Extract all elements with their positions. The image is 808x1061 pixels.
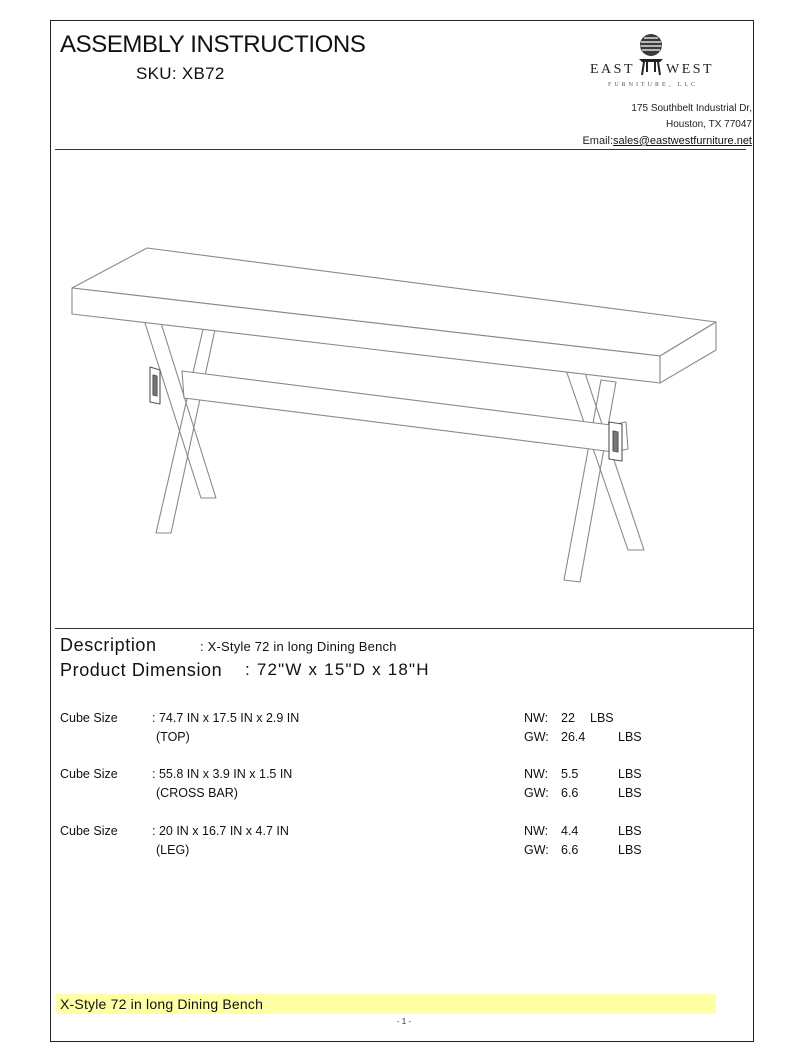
gw-unit: LBS xyxy=(618,843,642,857)
gw-value: 6.6 xyxy=(561,786,579,800)
header-divider xyxy=(55,149,746,150)
dimension-row xyxy=(60,660,430,681)
sku-label: SKU: XB72 xyxy=(136,64,225,83)
nw-label: NW: xyxy=(524,711,549,725)
logo-east-text: EAST xyxy=(590,62,635,77)
company-address xyxy=(582,101,752,150)
cross-bar xyxy=(182,371,614,452)
nw-label: NW: xyxy=(524,824,549,838)
gw-value: 6.6 xyxy=(561,843,579,857)
address-line-1: 175 Southbelt Industrial Dr, xyxy=(631,103,752,114)
gw-unit: LBS xyxy=(618,730,642,744)
nw-unit: LBS xyxy=(618,767,642,781)
gw-label: GW: xyxy=(524,786,549,800)
gw-value: 26.4 xyxy=(561,730,586,744)
nw-label: NW: xyxy=(524,767,549,781)
cube-part: (CROSS BAR) xyxy=(156,786,238,800)
right-leg-front xyxy=(564,380,616,582)
cube-label: Cube Size xyxy=(60,711,118,725)
right-leg-back xyxy=(566,370,644,550)
section-divider xyxy=(55,628,753,629)
description-value: : X-Style 72 in long Dining Bench xyxy=(200,639,397,654)
cube-label: Cube Size xyxy=(60,767,118,781)
globe-table-icon xyxy=(638,32,664,76)
description-label: Description xyxy=(60,635,157,655)
cube-dims: : 20 IN x 16.7 IN x 4.7 IN xyxy=(152,824,289,838)
cube-part: (LEG) xyxy=(156,843,190,857)
description-row xyxy=(60,635,397,656)
page-title: ASSEMBLY INSTRUCTIONS xyxy=(60,31,366,58)
left-leg-back xyxy=(144,320,216,498)
cube-dims: : 55.8 IN x 3.9 IN x 1.5 IN xyxy=(152,767,293,781)
logo-subtitle: FURNITURE, LLC xyxy=(608,82,698,88)
gw-label: GW: xyxy=(524,843,549,857)
gw-unit: LBS xyxy=(618,786,642,800)
page-number: - 1 - xyxy=(396,1017,412,1026)
left-leg-front xyxy=(156,325,216,533)
dimension-label: Product Dimension xyxy=(60,660,223,680)
nw-value: 4.4 xyxy=(561,824,579,838)
footer-banner: X-Style 72 in long Dining Bench xyxy=(56,994,716,1014)
gw-label: GW: xyxy=(524,730,549,744)
nw-unit: LBS xyxy=(590,711,614,725)
cube-dims: : 74.7 IN x 17.5 IN x 2.9 IN xyxy=(152,711,300,725)
email-link[interactable]: sales@eastwestfurniture.net xyxy=(613,135,752,147)
nw-unit: LBS xyxy=(618,824,642,838)
nw-value: 5.5 xyxy=(561,767,579,781)
address-line-2: Houston, TX 77047 xyxy=(666,119,752,130)
cube-part: (TOP) xyxy=(156,730,190,744)
email-label: Email: xyxy=(582,135,614,147)
company-logo xyxy=(588,32,715,94)
nw-value: 22 xyxy=(561,711,575,725)
logo-west-text: WEST xyxy=(666,62,715,77)
dimension-value: : 72"W x 15"D x 18"H xyxy=(245,660,430,679)
email-line xyxy=(582,133,752,150)
cube-label: Cube Size xyxy=(60,824,118,838)
bench-illustration xyxy=(56,160,746,620)
